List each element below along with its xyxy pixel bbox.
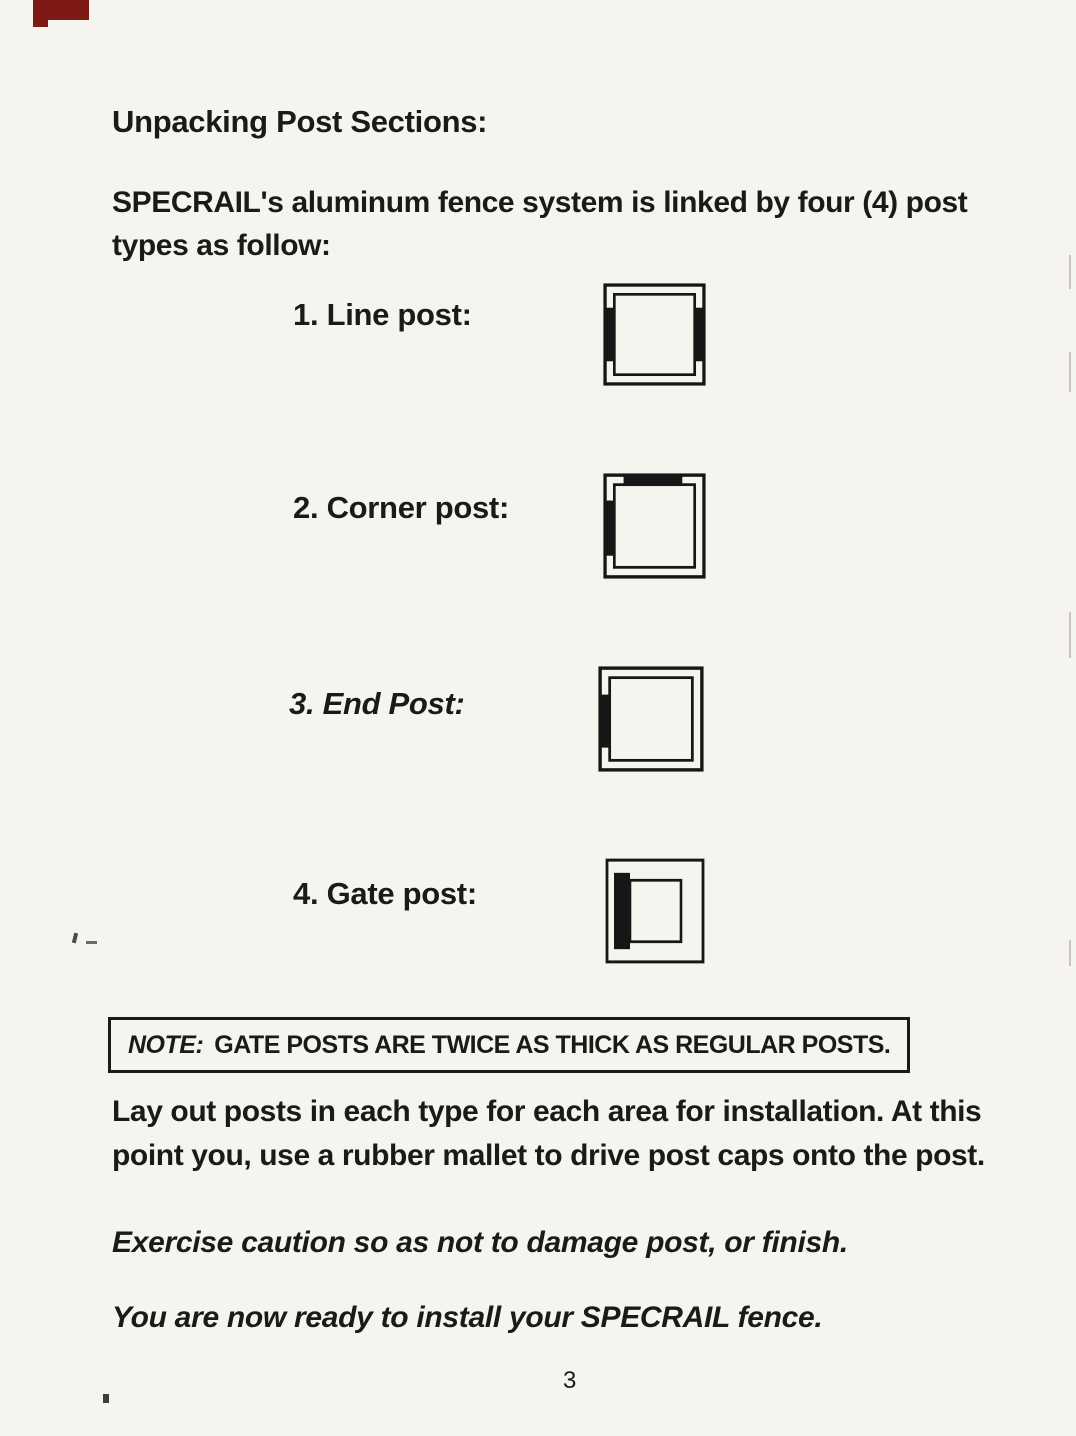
page-number: 3: [563, 1367, 577, 1394]
scan-artifact-red-mark: [47, 0, 89, 20]
post-type-label-line: 1. Line post:: [293, 297, 472, 332]
layout-paragraph: Lay out posts in each type for each area for installation. At this point you, use a rubber mallet to drive post caps onto the post.: [112, 1095, 985, 1172]
note-text: GATE POSTS ARE TWICE AS THICK AS REGULAR POSTS.: [214, 1030, 891, 1059]
scan-artifact-speck: [72, 933, 78, 944]
scan-artifact-edge-mark: [1069, 940, 1071, 966]
post-type-label-end: 3. End Post:: [289, 686, 465, 721]
scan-artifact-edge-mark: [1069, 352, 1071, 392]
scan-artifact-speck: [103, 1394, 109, 1403]
closing-line: You are now ready to install your SPECRAIL fence.: [112, 1301, 823, 1334]
scan-artifact-red-mark: [33, 0, 48, 27]
post-type-label-gate: 4. Gate post:: [293, 876, 477, 911]
scan-artifact-edge-mark: [1069, 255, 1071, 289]
line-post-diagram: [603, 283, 706, 386]
corner-post-diagram: [603, 473, 706, 579]
end-post-diagram: [598, 666, 704, 772]
note-box: [108, 1017, 910, 1073]
note-prefix: NOTE:: [128, 1030, 204, 1059]
post-type-label-corner: 2. Corner post:: [293, 490, 509, 525]
caution-line: Exercise caution so as not to damage post, or finish.: [112, 1226, 848, 1259]
scan-artifact-speck: [86, 941, 97, 944]
scan-artifact-edge-mark: [1069, 612, 1071, 658]
page-title: Unpacking Post Sections:: [112, 104, 488, 139]
intro-paragraph: SPECRAIL's aluminum fence system is linked by four (4) post types as follow:: [112, 186, 968, 262]
gate-post-diagram: [605, 858, 705, 964]
